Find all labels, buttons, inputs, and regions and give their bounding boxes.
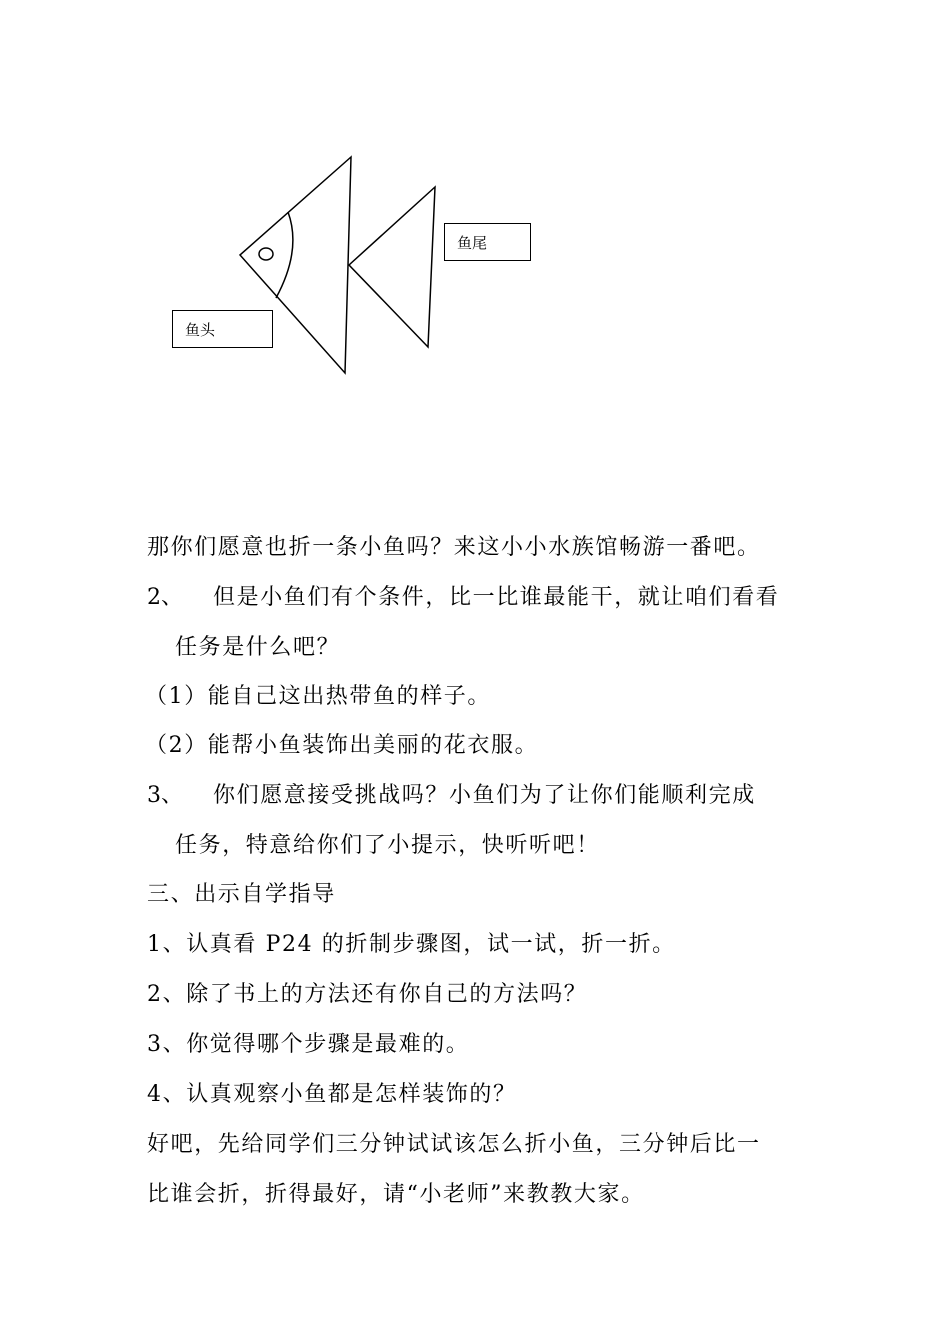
task2-line: （2）能帮小鱼装饰出美丽的花衣服。: [145, 733, 539, 758]
head-label-box: [172, 310, 273, 348]
tail-label-box: [444, 223, 531, 261]
tail-label: 鱼尾: [457, 233, 488, 252]
fish-eye: [259, 248, 273, 260]
section3-heading: 三、出示自学指导: [147, 882, 336, 907]
item3-line2: 任务，特意给你们了小提示，快听听吧！: [175, 833, 600, 858]
intro-line: 那你们愿意也折一条小鱼吗？来这小小水族馆畅游一番吧。: [147, 535, 761, 560]
fish-tail-triangle: [349, 187, 435, 347]
item3-number: 3、: [147, 783, 183, 808]
closing-line2: 比谁会折，折得最好，请“小老师”来教教大家。: [147, 1182, 645, 1207]
item3-text-line1: 你们愿意接受挑战吗？小鱼们为了让你们能顺利完成: [213, 783, 756, 808]
item2-line1: [147, 583, 779, 613]
fish-gill-curve: [276, 212, 293, 298]
fish-diagram: [0, 0, 950, 420]
item2-number: 2、: [147, 585, 183, 610]
task1-line: （1）能自己这出热带鱼的样子。: [145, 684, 491, 709]
guide-item-4: 4、认真观察小鱼都是怎样装饰的？: [147, 1082, 517, 1107]
item2-line2: 任务是什么吧？: [175, 635, 341, 660]
item2-text-line1: 但是小鱼们有个条件，比一比谁最能干，就让咱们看看: [213, 585, 780, 610]
guide-item-1: 1、认真看 P24 的折制步骤图，试一试，折一折。: [147, 932, 676, 957]
closing-line1: 好吧，先给同学们三分钟试试该怎么折小鱼，三分钟后比一: [147, 1132, 761, 1157]
guide-item-2: 2、除了书上的方法还有你自己的方法吗？: [147, 982, 588, 1007]
head-label: 鱼头: [185, 320, 216, 339]
guide-item-3: 3、你觉得哪个步骤是最难的。: [147, 1032, 470, 1057]
item3-line1: [147, 781, 756, 811]
